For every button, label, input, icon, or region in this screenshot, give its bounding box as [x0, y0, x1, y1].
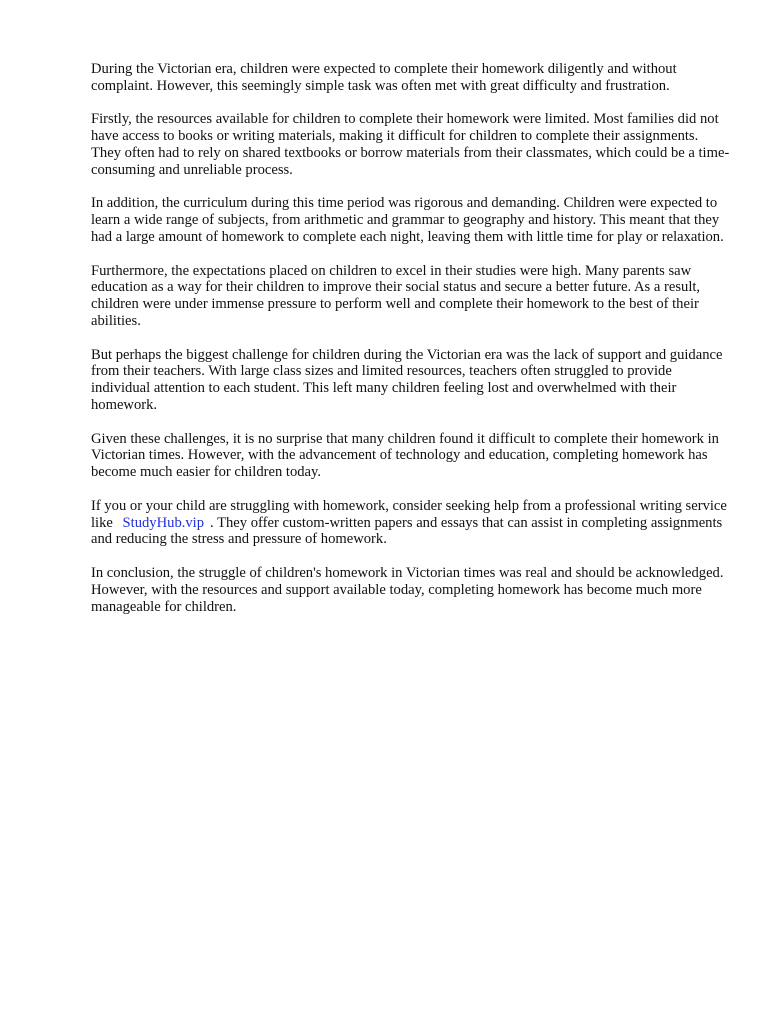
- paragraph-expectations: Furthermore, the expectations placed on children to excel in their studies were high. Many parents saw education as a way for their children to improve their social status and secure a better future. As a result, children were under immense pressure to perform well and complete their homework to the best of their abilities.: [91, 262, 701, 329]
- paragraph-resources: Firstly, the resources available for children to complete their homework were limited. Most families did not have access to books or writing materials, making it difficult for children to complete their assignments. They often had to rely on shared textbooks or borrow materials from their classmates, which could be a time-consuming and unreliable process.: [91, 111, 730, 178]
- document-body: [91, 61, 731, 632]
- service-text-before: If you or your child are struggling with homework, consider seeking help from a professional writing service like: [91, 497, 727, 531]
- studyhub-link[interactable]: StudyHub.vip: [122, 514, 205, 531]
- paragraph-conclusion: In conclusion, the struggle of children's homework in Victorian times was real and should be acknowledged. However, with the resources and support available today, completing homework has become much more manageable for children.: [91, 564, 724, 615]
- service-text-after: . They offer custom-written papers and essays that can assist in completing assignments and reducing the stress and pressure of homework.: [91, 514, 723, 548]
- paragraph-curriculum: In addition, the curriculum during this time period was rigorous and demanding. Children were expected to learn a wide range of subjects, from arithmetic and grammar to geography and history. This meant that they had a large amount of homework to complete each night, leaving them with little time for play or relaxation.: [91, 195, 724, 245]
- paragraph-intro: During the Victorian era, children were expected to complete their homework diligently and without complaint. However, this seemingly simple task was often met with great difficulty and frustration.: [91, 61, 677, 94]
- paragraph-challenges: Given these challenges, it is no surprise that many children found it difficult to complete their homework in Victorian times. However, with the advancement of technology and education, completing homework has become much easier for children today.: [91, 430, 719, 481]
- paragraph-teachers: But perhaps the biggest challenge for children during the Victorian era was the lack of support and guidance from their teachers. With large class sizes and limited resources, teachers often struggled to provide individual attention to each student. This left many children feeling lost and overwhelmed with their homework.: [91, 346, 723, 413]
- paragraph-service: [91, 498, 731, 548]
